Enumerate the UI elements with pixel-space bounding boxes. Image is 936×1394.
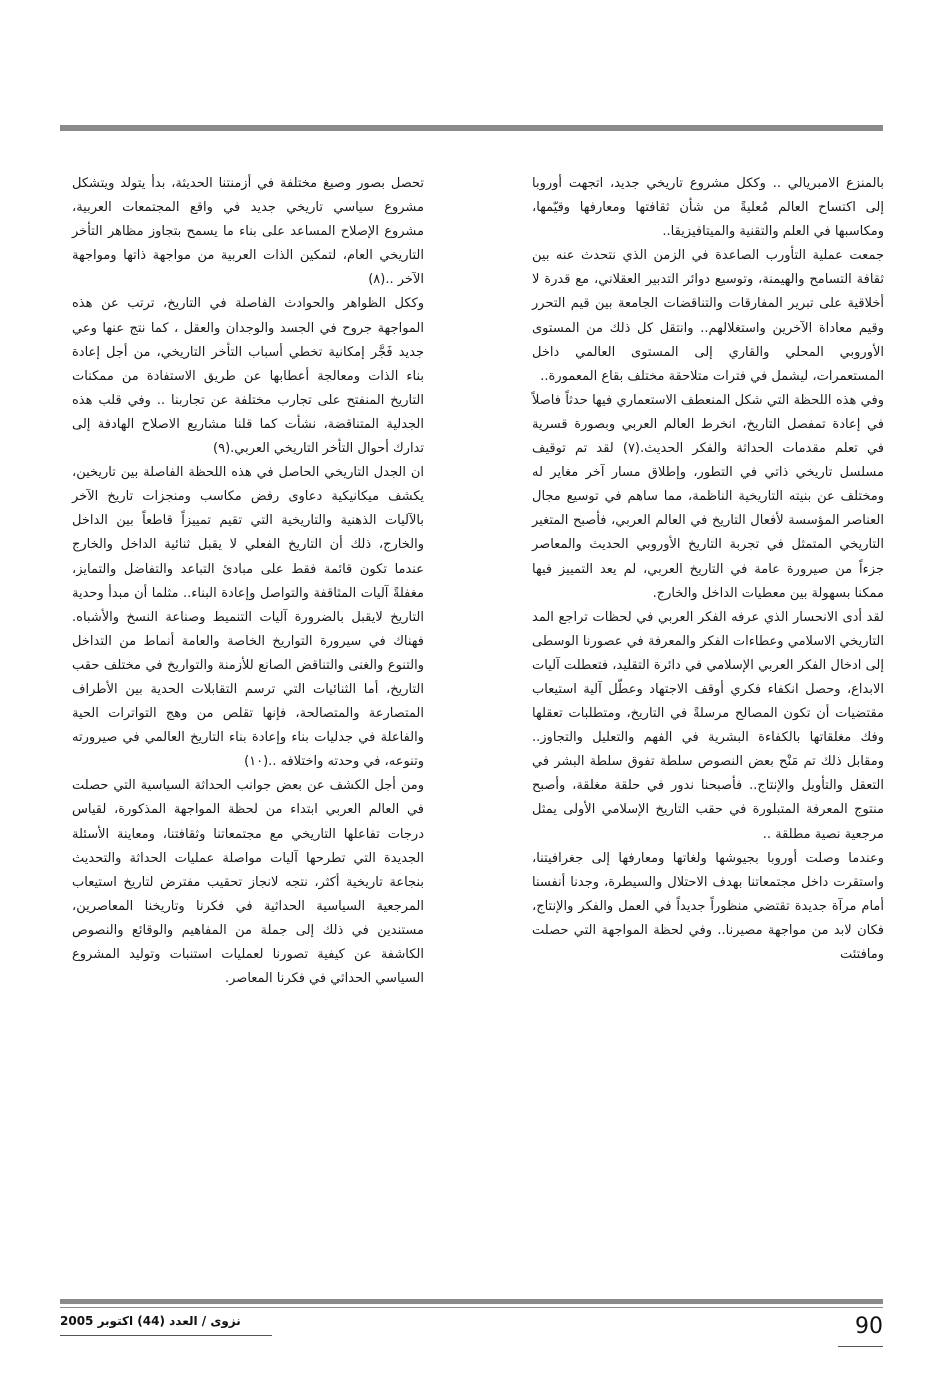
- page-number: 90: [855, 1314, 883, 1339]
- journal-issue-label: نزوى / العدد (44) اكتوبر 2005: [60, 1314, 241, 1328]
- journal-issue-underline: [60, 1335, 272, 1336]
- article-column-left: [72, 172, 424, 991]
- paragraph: بالمنزع الامبريالي .. وككل مشروع تاريخي جديد، اتجهت أوروبا إلى اكتساح العالم مُعليةً من شأن ثقافتها ومعارفها وقيّمها، ومكاسبها في العلم والتقنية والميتافيزيقا..: [532, 176, 884, 240]
- footer-rule: [60, 1299, 883, 1304]
- article-column-right: [532, 172, 884, 967]
- paragraph: وككل الظواهر والحوادث الفاصلة في التاريخ، ترتب عن هذه المواجهة جروح في الجسد والوجدان والعقل ، كما نتج عنها وعي جديد فَجَّر إمكانية تخطي أسباب التأخر التاريخي، من أجل إعادة بناء الذات ومعالجة أعطابها عن طريق الاستفادة من ممكنات التاريخ المنفتح على تجارب مختلفة عن تجاربنا .. وفي قلب هذه الجدلية المتناقضة، نشأت كما قلنا مشاريع الاصلاح الهادفة إلى تدارك أحوال التأخر التاريخي العربي.(٩): [72, 296, 424, 457]
- paragraph: وفي هذه اللحظة التي شكل المنعطف الاستعماري فيها حدثاً فاصلاً في إعادة تمفصل التاريخ، انخرط العالم العربي وبصورة قسرية في تعلم مقدمات الحداثة والفكر الحديث.(٧) لقد تم توقيف مسلسل تاريخي ذاتي في التطور، وإطلاق مسار آخر مغاير له ومختلف عن بنيته التاريخية الناظمة، مما ساهم في توسيع مجال العناصر المؤسسة لأفعال التاريخ في العالم العربي، فأصبح المتغير التاريخي المتمثل في تجربة التاريخ الأوروبي الحديث والمعاصر جزءاً من صيرورة عامة في التاريخ العربي، لم يعد التمييز فيها ممكنا بسهولة بين معطيات الداخل والخارج.: [532, 392, 884, 601]
- paragraph: تحصل بصور وصيغ مختلفة في أزمنتنا الحديثة، بدأ يتولد ويتشكل مشروع سياسي تاريخي جديد في واقع المجتمعات العربية، مشروع الإصلاح المساعد على بناء ما يسمح بتجاوز مظاهر التأخر التاريخي العام، لتمكين الذات العربية من مواجهة ذاتها ومواجهة الآخر ..(٨): [72, 176, 424, 288]
- footer-rule-thin: [60, 1307, 883, 1308]
- paragraph: ومن أجل الكشف عن بعض جوانب الحداثة السياسية التي حصلت في العالم العربي ابتداء من لحظة المواجهة المذكورة، لقياس درجات تفاعلها التاريخي مع مجتمعاتنا وثقافتنا، ومعاينة الأسئلة الجديدة التي تطرحها آليات مواصلة عمليات الحداثة والتحديث بنجاعة تاريخية أكثر، نتجه لانجاز تحقيب مفترض لتاريخ استيعاب المرجعية السياسية الحداثية في فكرنا وتاريخنا المعاصرين، مستندين في ذلك إلى جملة من المفاهيم والوقائع والنصوص الكاشفة عن كيفية تصورنا لعمليات استنبات وتوليد المشروع السياسي الحداثي في فكرنا المعاصر.: [72, 778, 424, 987]
- paragraph: ان الجدل التاريخي الحاصل في هذه اللحظة الفاصلة بين تاريخين، يكشف ميكانيكية دعاوى رفض مكاسب ومنجزات تاريخ الآخر بالآليات الذهنية والتاريخية التي تقيم تمييزاً قاطعاً بين الداخل والخارج، ذلك أن التاريخ الفعلي لا يقبل ثنائية الداخل والخارج عندما تكون قائمة فقط على مبادئ التباعد والتفاضل والتمايز، مغفلةً آليات المثاقفة والتواصل وإعادة البناء.. مثلما أن مبدأ وحدية التاريخ لايقبل بالضرورة آليات التنميط وصناعة النسخ والأشباه. فهناك في سيرورة التواريخ الخاصة والعامة أنماط من التداخل والتنوع والغنى والتناقض الصانع للأزمنة والتواريخ في مختلف حقب التاريخ، أما الثنائيات التي ترسم التقابلات الحدية بين الأطراف المتصارعة والمتصالحة، فإنها تقلص من وهج التواترات الحية والفاعلة في جدليات بناء وإعادة بناء التاريخ العالمي في صيرورته وتنوعه، في وحدته واختلافه ..(١٠): [72, 465, 424, 770]
- paragraph: وعندما وصلت أوروبا بجيوشها ولغاتها ومعارفها إلى جغرافيتنا، واستقرت داخل مجتمعاتنا بهدف الاحتلال والسيطرة، وجدنا أنفسنا أمام مرآة جديدة تقتضي منظوراً جديداً في العمل والفكر والإنتاج، فكان لابد من مواجهة مصيرنا.. وفي لحظة المواجهة التي حصلت ومافتئت: [532, 850, 884, 962]
- page-number-underline: [838, 1346, 883, 1347]
- paragraph: لقد أدى الانحسار الذي عرفه الفكر العربي في لحظات تراجع المد التاريخي الاسلامي وعطاءات الفكر والمعرفة في عصورنا الوسطى إلى ادخال الفكر العربي الإسلامي في دائرة التقليد، فتعطلت آليات الابداع، وحصل انكفاء فكري أوقف الاجتهاد وعطّل آلية استيعاب مقتضيات أن تكون المصالح مرسلةً في التاريخ، ومتطلبات تعقلها وفك مغلقاتها بالكفاءة البشرية في الفهم والتعليل والتجاوز.. ومقابل ذلك تم مَنْح بعض النصوص سلطة تفوق سلطة البشر في التعقل والتأويل والإنتاج.. فأصبحنا ندور في حلقة مغلقة، وأصبح منتوج المعرفة المتبلورة في حقب التاريخ الإسلامي الأولى يمثل مرجعية نصية مطلقة ..: [532, 609, 884, 842]
- paragraph: جمعت عملية التأورب الصاعدة في الزمن الذي نتحدث عنه بين ثقافة التسامح والهيمنة، وتوسيع دوائر التدبير العقلاني، مع قدرة لا أخلاقية على تبرير المفارقات والتناقضات الجامعة بين قيم التحرر وقيم معاداة الآخرين واستغلالهم.. وانتقل كل ذلك من المستوى الأوروبي المحلي والقاري إلى المستوى العالمي داخل المستعمرات، ليشمل في فترات متلاحقة مختلف بقاع المعمورة..: [532, 248, 884, 384]
- top-header-rule: [60, 125, 883, 131]
